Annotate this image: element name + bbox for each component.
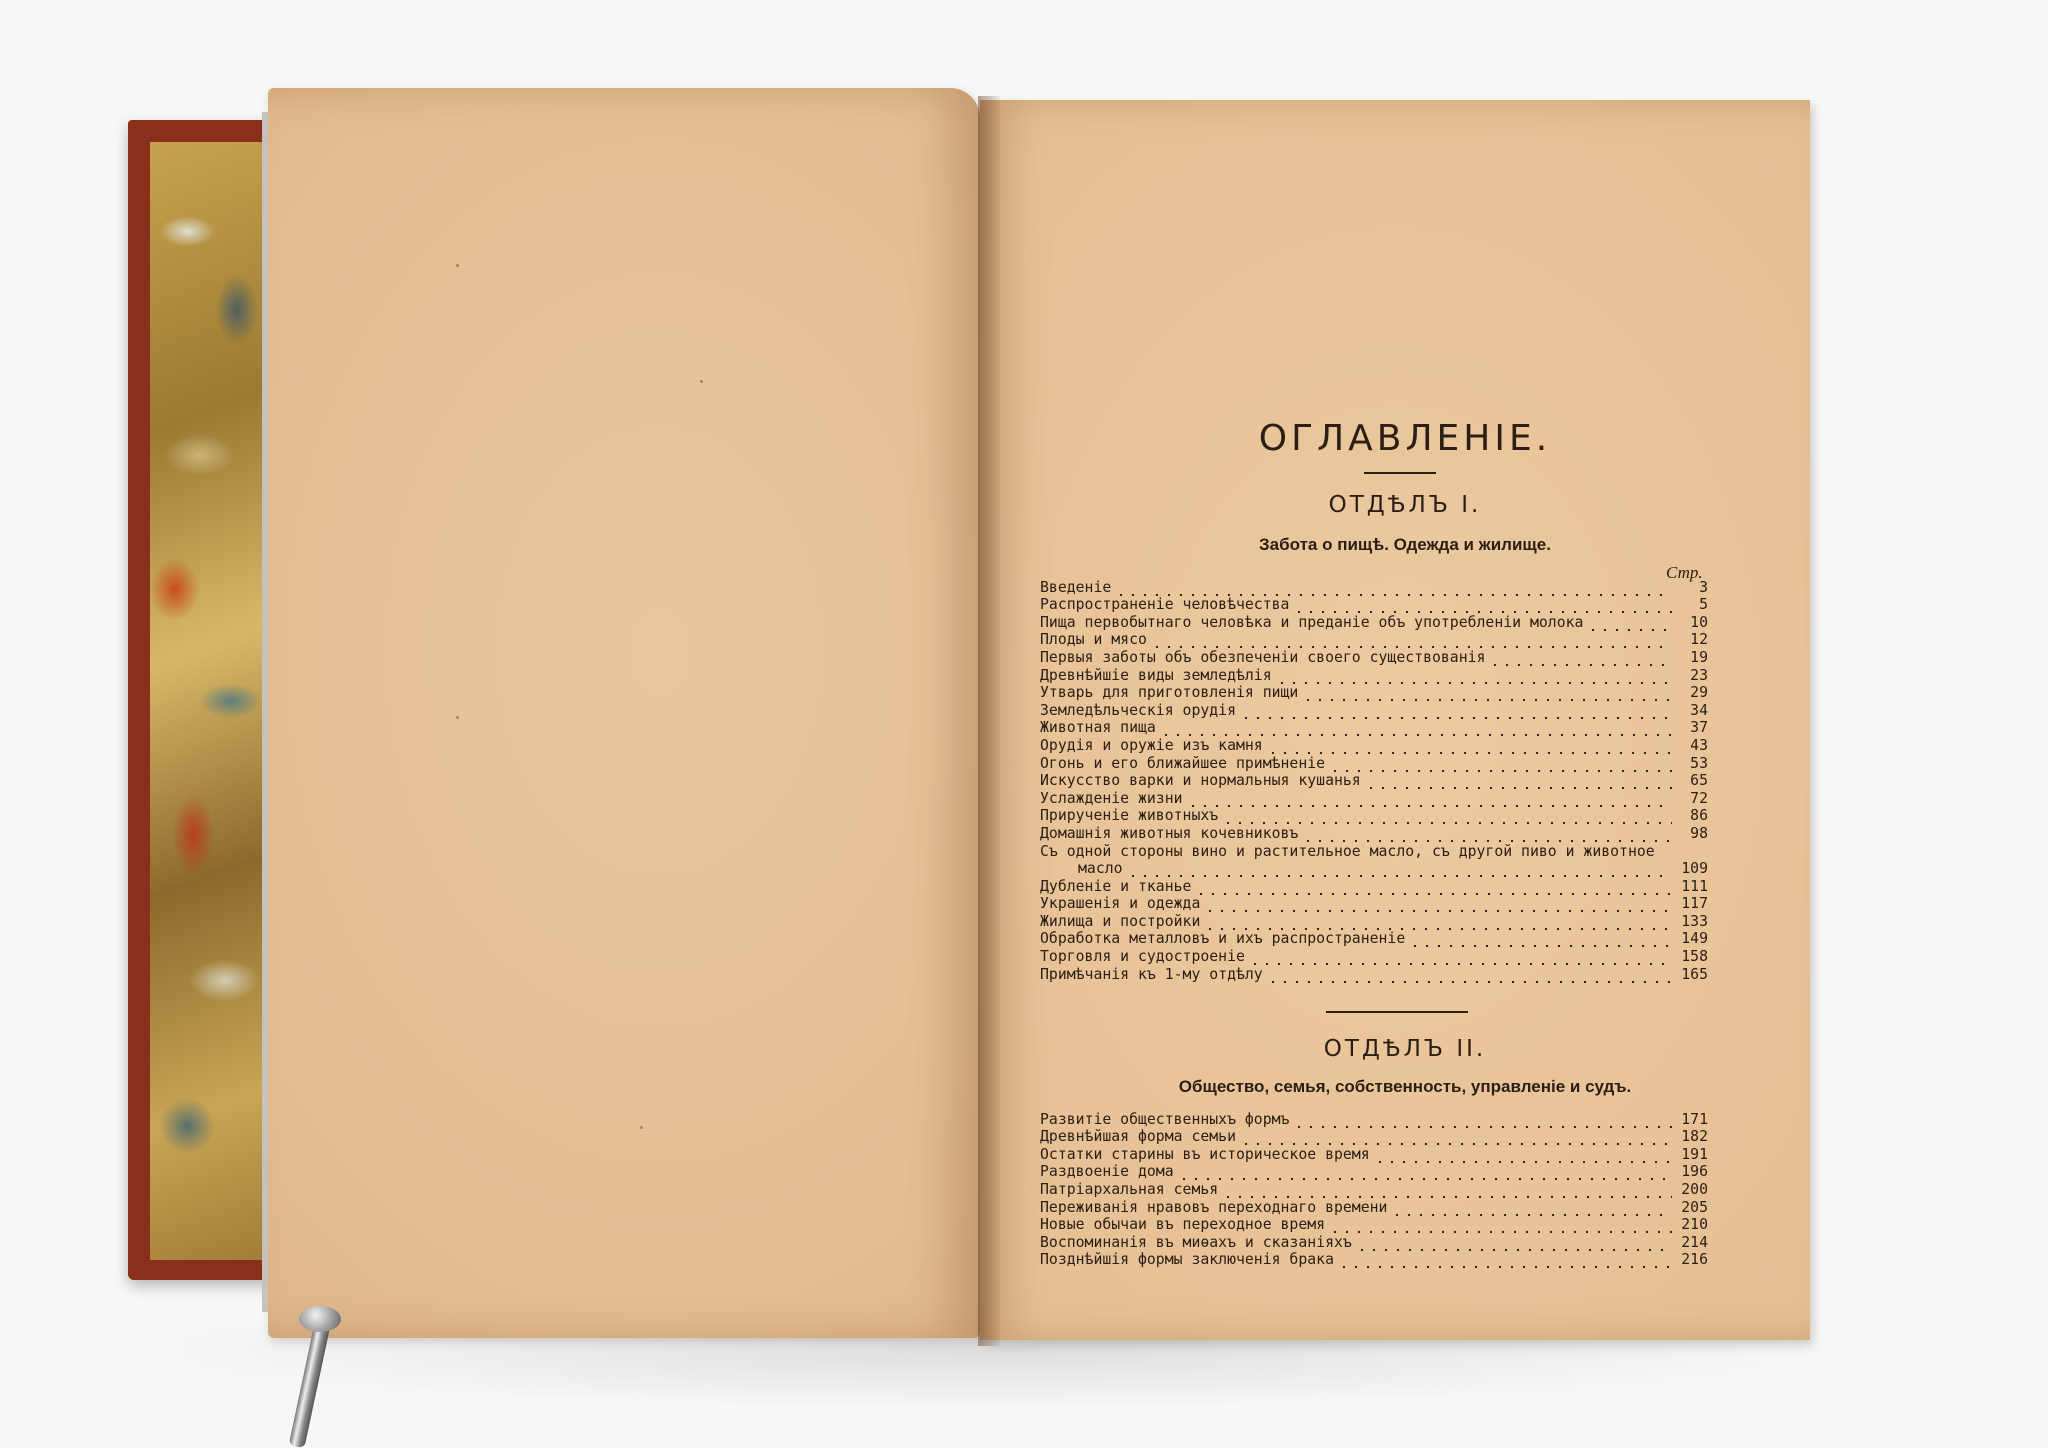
toc-entry-title: Плоды и мясо — [1040, 631, 1147, 649]
toc-entry-page: 196 — [1681, 1163, 1708, 1181]
dot-leader — [1489, 652, 1672, 666]
dot-leader — [1302, 687, 1672, 701]
toc-entry — [1040, 930, 1708, 948]
toc-entry — [1040, 613, 1708, 631]
toc-entry-page: 200 — [1681, 1180, 1708, 1198]
toc-entry — [1040, 772, 1708, 790]
toc-entry-title: Домашнія животныя кочевниковъ — [1040, 824, 1299, 842]
toc-entry — [1040, 701, 1708, 719]
dot-leader — [1267, 740, 1672, 754]
toc-entry-page: 37 — [1690, 719, 1708, 737]
dot-leader — [1204, 898, 1672, 912]
toc-entry-page: 23 — [1690, 666, 1708, 684]
toc-entry-title: Остатки старины въ историческое время — [1040, 1145, 1370, 1163]
toc-entry — [1040, 631, 1708, 649]
dot-leader — [1329, 758, 1672, 772]
toc-entry — [1040, 842, 1708, 860]
toc-entry — [1040, 648, 1708, 666]
toc-entry — [1040, 895, 1708, 913]
toc-entry-page: 158 — [1681, 948, 1708, 966]
toc-entry-page: 171 — [1681, 1110, 1708, 1128]
dot-leader — [1409, 933, 1672, 947]
toc-entry-page: 216 — [1681, 1251, 1708, 1269]
dot-leader — [1365, 775, 1672, 789]
dot-leader — [1276, 670, 1672, 684]
dot-leader — [1127, 863, 1672, 877]
dot-leader — [1249, 951, 1672, 965]
title-rule — [1364, 472, 1436, 474]
toc-entry-page: 5 — [1699, 596, 1708, 614]
toc-entry-title: Услажденіе жизни — [1040, 789, 1183, 807]
toc-entry-page: 111 — [1681, 877, 1708, 895]
bookmark-cap — [299, 1306, 341, 1332]
paper-speck — [700, 380, 703, 383]
toc-entry — [1040, 807, 1708, 825]
toc-entry-title: Утварь для приготовленія пищи — [1040, 684, 1299, 702]
dot-leader — [1115, 582, 1672, 596]
toc-entry-page: 117 — [1681, 895, 1708, 913]
dot-leader — [1302, 828, 1672, 842]
toc-entry-title: Введеніе — [1040, 578, 1112, 596]
toc-entry — [1040, 1163, 1708, 1181]
toc-entry — [1040, 1145, 1708, 1163]
dot-leader — [1356, 1237, 1672, 1251]
toc-entry-page: 149 — [1681, 930, 1708, 948]
dot-leader — [1160, 722, 1672, 736]
toc-entry — [1040, 824, 1708, 842]
dot-leader — [1195, 881, 1672, 895]
toc-entry-page: 182 — [1681, 1128, 1708, 1146]
toc-entry-title: Прирученіе животныхъ — [1040, 807, 1219, 825]
dot-leader — [1374, 1149, 1672, 1163]
toc-entry-title-cont: масло — [1078, 860, 1123, 878]
toc-entry — [1040, 1180, 1708, 1198]
toc-entry — [1040, 1128, 1708, 1146]
toc-entry — [1040, 789, 1708, 807]
part1-heading: ОТДѢЛЪ I. — [1328, 492, 1482, 518]
dot-leader — [1187, 793, 1672, 807]
toc-entry — [1040, 1110, 1708, 1128]
toc-entry-title: Патріархальная семья — [1040, 1180, 1219, 1198]
toc-entry-title: Развитіе общественныхъ формъ — [1040, 1110, 1290, 1128]
toc-entry-page: 53 — [1690, 754, 1708, 772]
toc-entry — [1040, 912, 1708, 930]
toc-entry-title: Животная пища — [1040, 719, 1156, 737]
toc-entry — [1040, 578, 1708, 596]
toc-entry-title: Украшенія и одежда — [1040, 895, 1201, 913]
dot-leader — [1293, 1114, 1672, 1128]
toc-entry-page: 133 — [1681, 912, 1708, 930]
toc-entry-title: Пища первобытнаго человѣка и преданіе объ употребленіи молока — [1040, 613, 1584, 631]
toc-entry-title: Искусство варки и нормальныя кушанья — [1040, 772, 1361, 790]
dot-leader — [1338, 1254, 1672, 1268]
dot-leader — [1587, 617, 1672, 631]
toc-entry — [1040, 754, 1708, 772]
toc-title: ОГЛАВЛЕНІЕ. — [1258, 418, 1552, 459]
toc-entry-title: Древнѣйшая форма семьи — [1040, 1128, 1236, 1146]
dot-leader — [1222, 810, 1672, 824]
toc-entry-title: Съ одной стороны вино и растительное масло, съ другой пиво и животное — [1040, 842, 1655, 860]
paper-speck — [456, 264, 459, 267]
toc-entry-title: Воспоминанія въ миѳахъ и сказаніяхъ — [1040, 1233, 1352, 1251]
dot-leader — [1329, 1219, 1672, 1233]
toc-entry — [1040, 965, 1708, 983]
toc-entry-title: Орудія и оружіе изъ камня — [1040, 736, 1263, 754]
dot-leader — [1222, 1184, 1672, 1198]
toc-entry-title: Обработка металловъ и ихъ распространеніе — [1040, 930, 1406, 948]
toc-entry-title: Древнѣйшіе виды земледѣлія — [1040, 666, 1272, 684]
dot-leader — [1151, 634, 1672, 648]
toc-entry-title: Земледѣльческія орудія — [1040, 701, 1236, 719]
toc-entry-title: Новые обычаи въ переходное время — [1040, 1216, 1326, 1234]
dot-leader — [1240, 705, 1672, 719]
dot-leader — [1293, 599, 1672, 613]
part1-subtitle: Забота о пищѣ. Одежда и жилище. — [1259, 535, 1551, 554]
toc-entry-page: 34 — [1690, 701, 1708, 719]
toc-entry-page: 109 — [1681, 860, 1708, 878]
toc-entry-page: 205 — [1681, 1198, 1708, 1216]
toc-entry-page: 43 — [1690, 736, 1708, 754]
toc-entry-page: 65 — [1690, 772, 1708, 790]
toc-entry — [1040, 684, 1708, 702]
blank-left-page — [268, 88, 980, 1338]
toc-entry-page: 210 — [1681, 1216, 1708, 1234]
toc-entry-title: Жилища и постройки — [1040, 912, 1201, 930]
toc-entry-title: Позднѣйшія формы заключенія брака — [1040, 1251, 1334, 1269]
toc-entry — [1040, 947, 1708, 965]
toc-entry-title: Первыя заботы объ обезпеченіи своего существованія — [1040, 648, 1486, 666]
dot-leader — [1178, 1166, 1672, 1180]
toc-entry-title: Распространеніе человѣчества — [1040, 596, 1290, 614]
part1-contents-list — [1040, 578, 1708, 983]
page-column-label: Стр. — [1666, 563, 1703, 582]
toc-entry-page: 214 — [1681, 1233, 1708, 1251]
part2-contents-list — [1040, 1110, 1708, 1268]
toc-entry — [1040, 1216, 1708, 1234]
toc-entry — [1040, 736, 1708, 754]
toc-entry-title: Торговля и судостроеніе — [1040, 948, 1245, 966]
toc-entry — [1040, 596, 1708, 614]
toc-entry-title: Переживанія нравовъ переходнаго времени — [1040, 1198, 1388, 1216]
toc-entry-title: Раздвоеніе дома — [1040, 1163, 1174, 1181]
book-gutter — [978, 96, 1000, 1346]
toc-entry-page: 72 — [1690, 789, 1708, 807]
toc-entry — [1040, 1233, 1708, 1251]
toc-entry-page: 29 — [1690, 684, 1708, 702]
dot-leader — [1391, 1202, 1672, 1216]
toc-entry-page: 98 — [1690, 824, 1708, 842]
section-rule — [1326, 1011, 1468, 1013]
toc-entry-page: 19 — [1690, 648, 1708, 666]
toc-entry-continuation — [1040, 860, 1708, 878]
part2-heading: ОТДѢЛЪ II. — [1323, 1036, 1487, 1062]
paper-speck — [456, 716, 459, 719]
toc-entry-page: 191 — [1681, 1145, 1708, 1163]
dot-leader — [1240, 1131, 1672, 1145]
toc-entry-page: 165 — [1681, 965, 1708, 983]
marbled-endpaper — [150, 142, 277, 1260]
toc-entry-page: 3 — [1699, 578, 1708, 596]
dot-leader — [1267, 969, 1672, 983]
paper-speck — [640, 1126, 643, 1129]
toc-entry — [1040, 877, 1708, 895]
toc-entry — [1040, 1251, 1708, 1269]
toc-entry-page: 12 — [1690, 631, 1708, 649]
toc-entry-title: Огонь и его ближайшее примѣненіе — [1040, 754, 1326, 772]
part2-subtitle: Общество, семья, собственность, управленіе и судъ. — [1178, 1077, 1632, 1096]
dot-leader — [1204, 916, 1672, 930]
toc-entry-page: 86 — [1690, 807, 1708, 825]
toc-entry — [1040, 719, 1708, 737]
toc-entry — [1040, 666, 1708, 684]
toc-entry-page: 10 — [1690, 613, 1708, 631]
toc-entry — [1040, 1198, 1708, 1216]
toc-entry-title: Примѣчанія къ 1-му отдѣлу — [1040, 965, 1263, 983]
toc-entry-title: Дубленіе и тканье — [1040, 877, 1192, 895]
